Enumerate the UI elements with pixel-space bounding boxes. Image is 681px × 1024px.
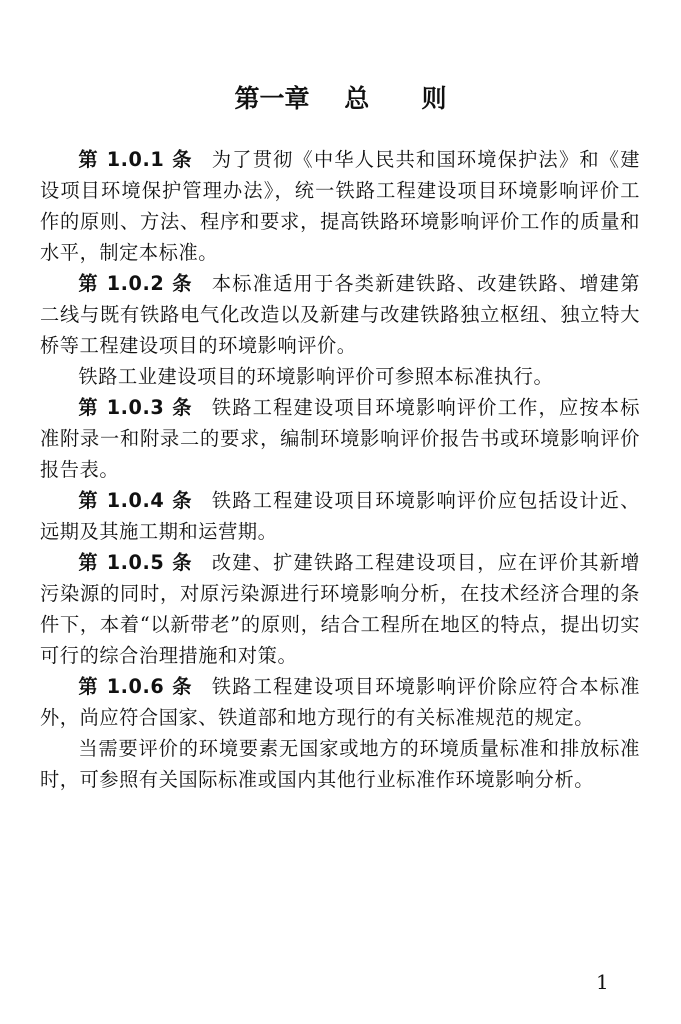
paragraph-text: 为了贯彻《中华人民共和国环境保护法》和《建设项目环境保护管理办法》，统一铁路工程建设项目环境影响评价工作的原则、方法、程序和要求，提高铁路环境影响评价工作的质量和水平，制定本标准。 bbox=[40, 148, 641, 264]
paragraph-1-0-3 bbox=[40, 392, 640, 485]
paragraph-1-0-5 bbox=[40, 547, 640, 671]
body-text bbox=[40, 144, 640, 795]
paragraph-1-0-6-note bbox=[40, 733, 640, 795]
page-title: 第一章 总 则 bbox=[234, 84, 447, 113]
paragraph-1-0-1 bbox=[40, 144, 640, 268]
paragraph-text: 当需要评价的环境要素无国家或地方的环境质量标准和排放标准时，可参照有关国际标准或国内其他行业标准作环境影响分析。 bbox=[40, 737, 640, 791]
article-number: 第 1.0.2 条 bbox=[78, 272, 193, 295]
paragraph-text: 铁路工业建设项目的环境影响评价可参照本标准执行。 bbox=[78, 365, 554, 388]
paragraph-1-0-2 bbox=[40, 268, 640, 361]
paragraph-1-0-2-note bbox=[40, 361, 640, 392]
paragraph-text: 铁路工程建设项目环境影响评价除应符合本标准外，尚应符合国家、铁道部和地方现行的有关标准规范的规定。 bbox=[40, 675, 641, 729]
page-number: 1 bbox=[596, 970, 609, 994]
article-number: 第 1.0.5 条 bbox=[78, 551, 193, 574]
paragraph-text: 本标准适用于各类新建铁路、改建铁路、增建第二线与既有铁路电气化改造以及新建与改建铁路独立枢纽、独立特大桥等工程建设项目的环境影响评价。 bbox=[40, 272, 641, 357]
article-number: 第 1.0.6 条 bbox=[78, 675, 193, 698]
paragraph-text: 铁路工程建设项目环境影响评价工作，应按本标准附录一和附录二的要求，编制环境影响评价报告书或环境影响评价报告表。 bbox=[40, 396, 641, 481]
paragraph-text: 改建、扩建铁路工程建设项目，应在评价其新增污染源的同时，对原污染源进行环境影响分析，在技术经济合理的条件下，本着“以新带老”的原则，结合工程所在地区的特点，提出切实可行的综合治理措施和对策。 bbox=[40, 551, 641, 667]
article-number: 第 1.0.1 条 bbox=[78, 148, 193, 171]
paragraph-text: 铁路工程建设项目环境影响评价应包括设计近、远期及其施工期和运营期。 bbox=[40, 489, 641, 543]
article-number: 第 1.0.3 条 bbox=[78, 396, 193, 419]
paragraph-1-0-6 bbox=[40, 671, 640, 733]
paragraph-1-0-4 bbox=[40, 485, 640, 547]
article-number: 第 1.0.4 条 bbox=[78, 489, 193, 512]
